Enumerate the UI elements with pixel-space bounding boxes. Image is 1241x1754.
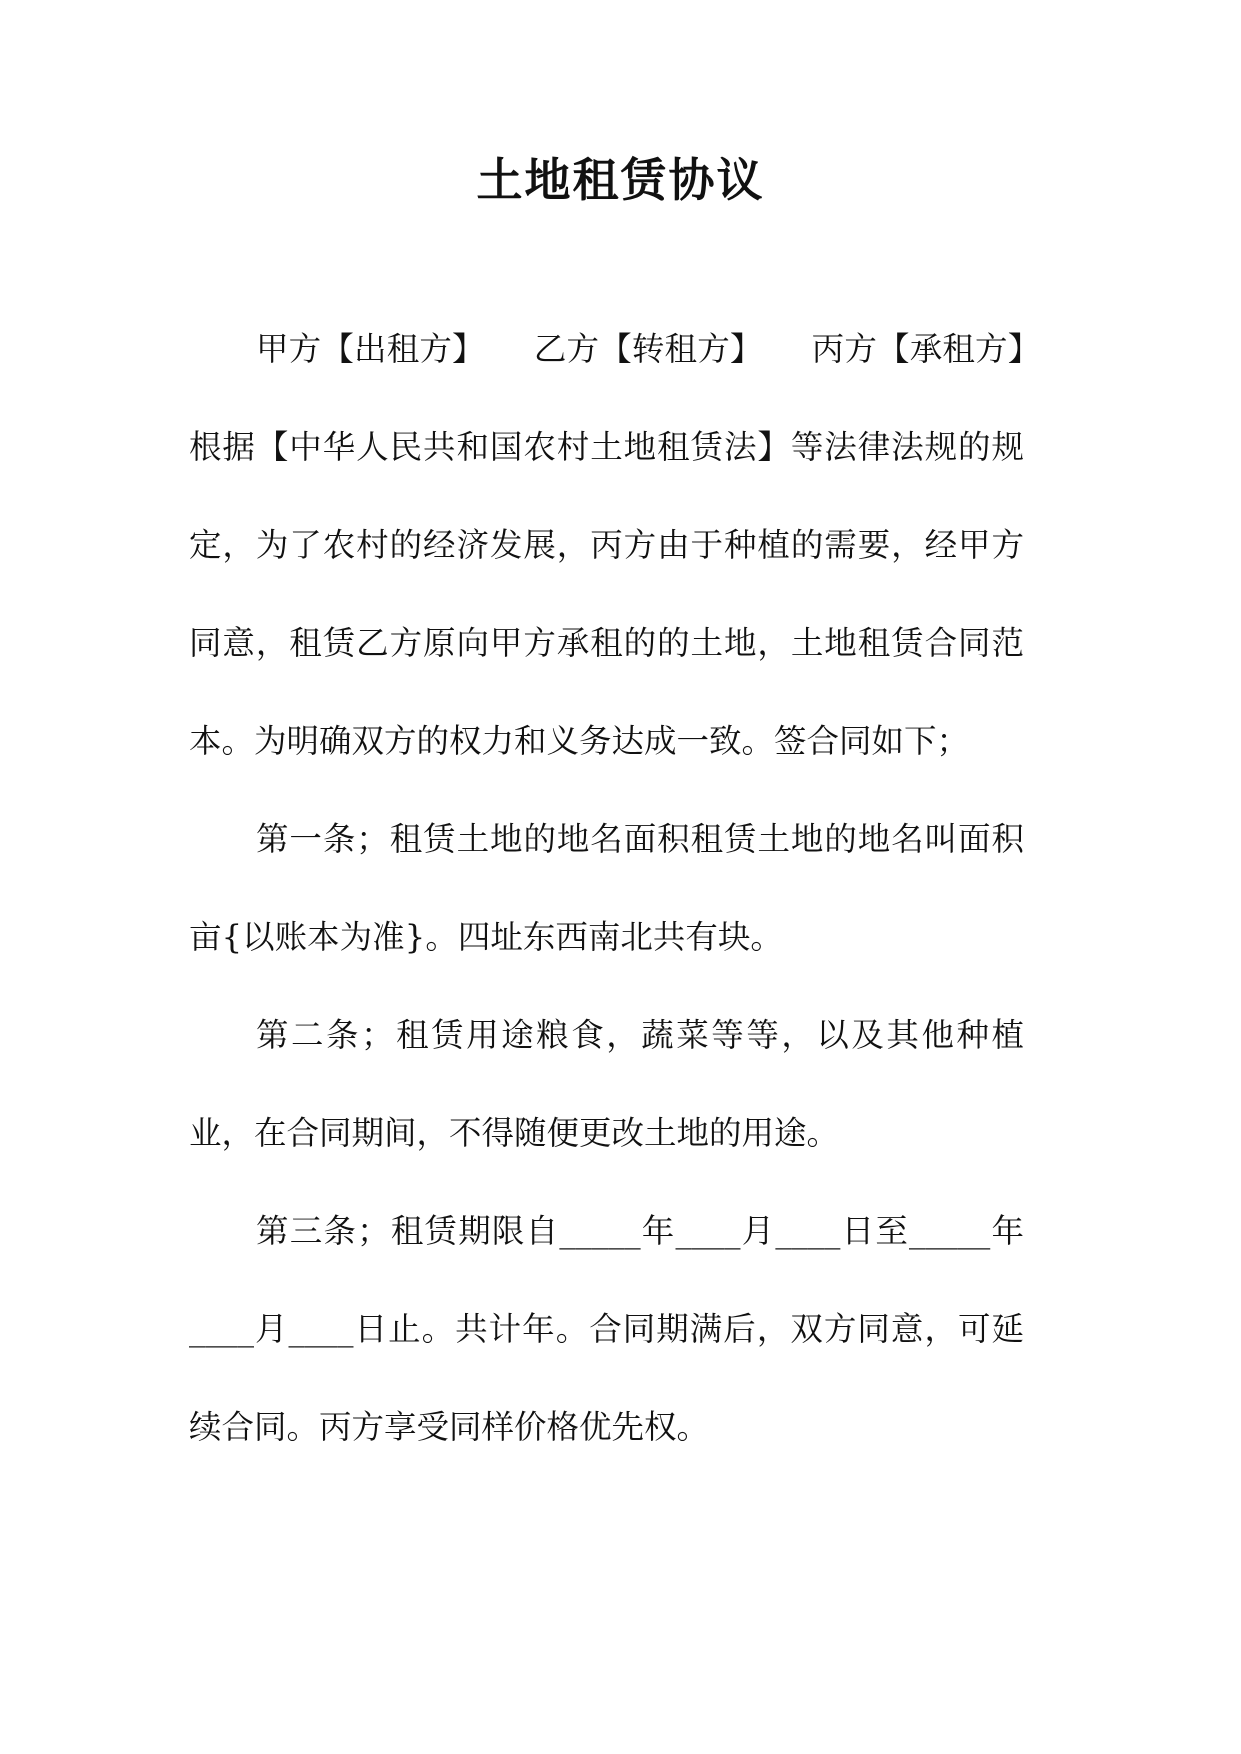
article-2-paragraph: 第二条；租赁用途粮食，蔬菜等等，以及其他种植业，在合同期间，不得随便更改土地的用途。 xyxy=(189,1016,1024,1152)
article-3-paragraph: 第三条；租赁期限自_____年____月____日至_____年____月____日止。共计年。合同期满后，双方同意，可延续合同。丙方享受同样价格优先权。 xyxy=(189,1212,1024,1446)
document-title: 土地租赁协议 xyxy=(476,153,765,207)
opening-paragraph: 甲方【出租方】 乙方【转租方】 丙方【承租方】 根据【中华人民共和国农村土地租赁法】等法律法规的规定，为了农村的经济发展，丙方由于种植的需要，经甲方同意，租赁乙方原向甲方承租的的土地，土地租赁合同范本。为明确双方的权力和义务达成一致。签合同如下； xyxy=(189,330,1090,760)
document-body xyxy=(189,300,1090,1476)
article-1-paragraph: 第一条；租赁土地的地名面积租赁土地的地名叫面积亩{以账本为准}。四址东西南北共有块。 xyxy=(189,820,1024,956)
